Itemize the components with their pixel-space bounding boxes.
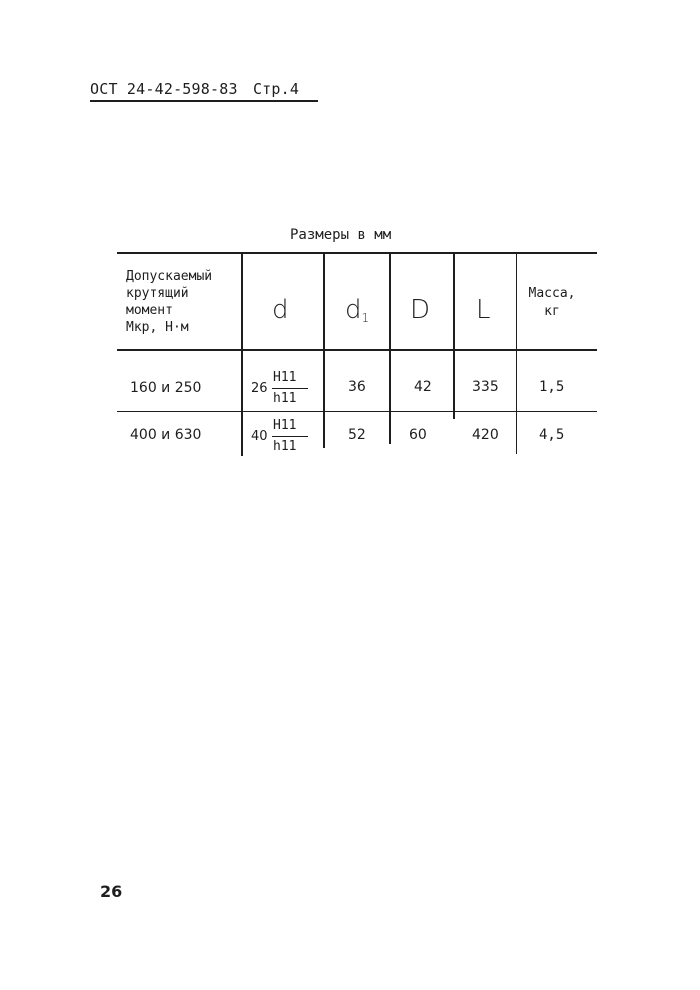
header-torque-line-1: Допускаемый [126, 269, 213, 284]
table-top-rule [117, 252, 597, 254]
header-torque-line-4: Мкр, Н·м [126, 320, 189, 335]
col-divider-4 [453, 254, 455, 419]
header-mass-line-2: кг [544, 304, 560, 319]
header-d: d [272, 295, 289, 325]
row1-D: 42 [414, 379, 432, 395]
row2-d-fit-bar [272, 436, 308, 437]
header-d1 [345, 295, 369, 325]
units-note: Размеры в мм [290, 227, 392, 243]
doc-code: ОСТ 24-42-598-83 [90, 80, 238, 98]
row1-d-value: 26 [251, 381, 268, 396]
col-divider-1 [241, 254, 243, 456]
row2-d-fit-top: H11 [273, 418, 297, 433]
document-header [90, 80, 299, 98]
header-L: L [476, 295, 491, 325]
row1-d1: 36 [348, 379, 366, 395]
header-torque-line-2: крутящий [126, 286, 189, 301]
row1-d-fit-bottom: h11 [273, 391, 297, 406]
col-divider-5 [516, 254, 517, 454]
row2-d-fit-bottom: h11 [273, 439, 297, 454]
dimensions-table [117, 252, 597, 462]
table-row-rule [117, 411, 597, 412]
header-mass-line-1: Масса, [528, 286, 576, 301]
row1-mass: 1,5 [539, 379, 565, 395]
col-divider-3 [389, 254, 391, 444]
header-d1-base: d [345, 295, 362, 325]
row2-D: 60 [409, 427, 427, 443]
header-d1-sub: 1 [361, 311, 370, 325]
page-number: 26 [100, 882, 123, 901]
row2-torque: 400 и 630 [130, 427, 202, 443]
row2-d-value: 40 [251, 429, 268, 444]
header-D: D [410, 295, 431, 325]
row1-d-fit-top: H11 [273, 370, 297, 385]
row2-mass: 4,5 [539, 427, 565, 443]
header-mass [522, 285, 582, 321]
header-underline [90, 100, 318, 102]
col-divider-2 [323, 254, 325, 448]
row1-L: 335 [472, 379, 499, 395]
page-label: Стр.4 [252, 80, 300, 98]
row2-L: 420 [472, 427, 499, 443]
row2-d1: 52 [348, 427, 366, 443]
header-torque-line-3: момент [126, 303, 173, 318]
row1-d-fit-bar [272, 388, 308, 389]
header-torque [126, 268, 212, 336]
table-header-rule [117, 349, 597, 351]
row1-torque: 160 и 250 [130, 380, 202, 396]
